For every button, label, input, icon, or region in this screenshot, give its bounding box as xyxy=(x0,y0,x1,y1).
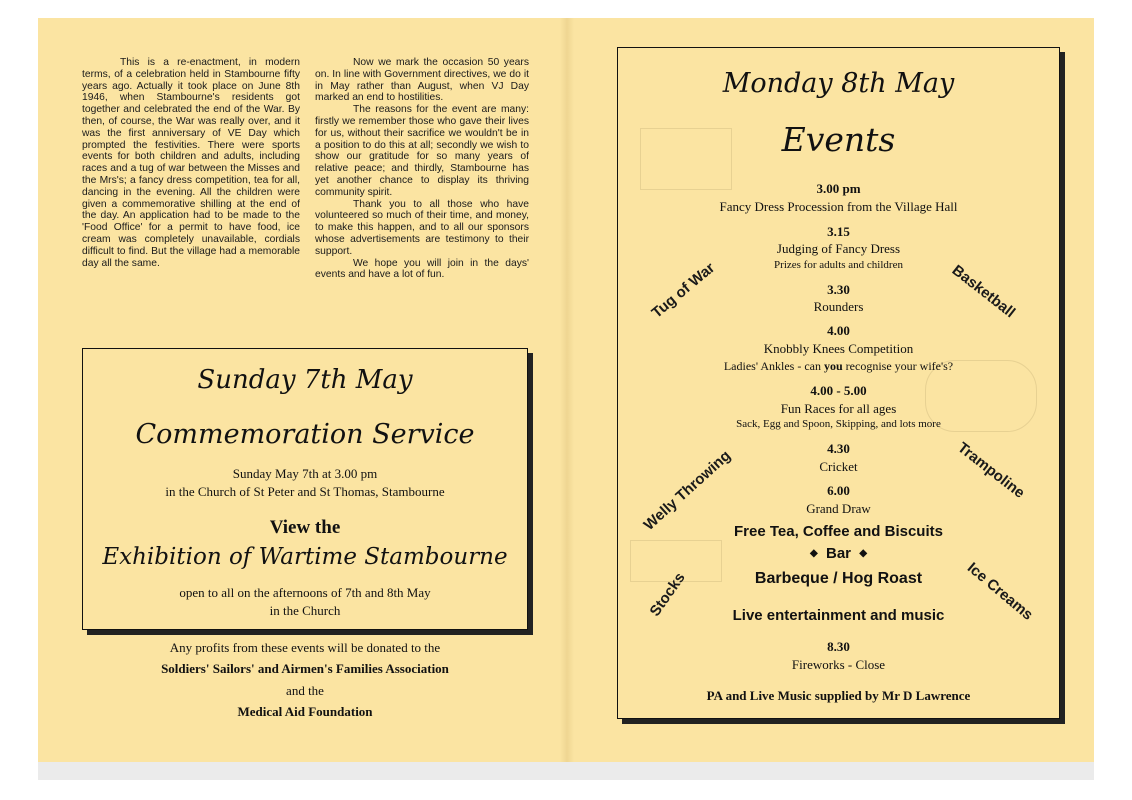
side-label-tug-of-war: Tug of War xyxy=(648,259,719,322)
event-name: Grand Draw xyxy=(806,501,871,516)
events-title: Events xyxy=(781,120,896,159)
page-fold xyxy=(560,18,574,762)
event-note: Prizes for adults and children xyxy=(774,259,903,271)
event-time: 8.30 xyxy=(827,639,850,654)
event-name: Fireworks - Close xyxy=(791,657,886,672)
service-heading: Commemoration Service xyxy=(135,419,475,450)
exhibition-place: in the Church xyxy=(269,603,341,618)
event-time: 4.00 - 5.00 xyxy=(810,383,867,398)
charity-medical-aid: Medical Aid Foundation xyxy=(237,704,373,719)
tea-line: Free Tea, Coffee and Biscuits xyxy=(734,523,943,540)
event-time: 3.30 xyxy=(827,282,850,297)
intro-column-left xyxy=(82,57,300,269)
bar-label: Bar xyxy=(825,545,851,562)
bar-line xyxy=(618,545,1059,562)
event-name: Knobbly Knees Competition xyxy=(763,341,914,356)
side-label-basketball: Basketball xyxy=(948,261,1019,322)
exhibition-heading: Exhibition of Wartime Stambourne xyxy=(102,544,508,570)
footer-credit: PA and Live Music supplied by Mr D Lawrence xyxy=(706,688,971,703)
side-label-trampoline: Trampoline xyxy=(954,439,1028,502)
side-label-welly-throwing: Welly Throwing xyxy=(640,447,735,534)
scan-edge xyxy=(38,762,1094,780)
ankles-pre: Ladies' Ankles - can xyxy=(723,359,824,373)
intro-paragraph: The reasons for the event are many: firstly we remember those who gave their lives for us, without their sacrifice we wouldn't be in a position to do this at all; secondly we wish to show our gratitude for so many years of relative peace; and thirdly, Stambourne has yet another chance to display its thriving community spirit. xyxy=(315,104,529,198)
and-the: and the xyxy=(286,683,324,698)
ankles-you: you xyxy=(823,359,843,373)
event-name: Fancy Dress Procession from the Village Hall xyxy=(719,199,958,214)
event-time: 3.00 pm xyxy=(816,181,861,196)
event-name: Fun Races for all ages xyxy=(780,401,897,416)
view-the-heading: View the xyxy=(269,517,341,538)
diamond-bullet-icon: ◆ xyxy=(859,548,868,559)
event-note: Sack, Egg and Spoon, Skipping, and lots more xyxy=(736,418,941,430)
profits-section xyxy=(82,640,528,730)
side-label-ice-creams: Ice Creams xyxy=(963,559,1037,624)
sunday-box xyxy=(82,348,528,630)
ankles-post: recognise your wife's? xyxy=(842,359,954,373)
ankles-line xyxy=(618,359,1059,374)
side-label-stocks: Stocks xyxy=(646,569,689,620)
service-time: Sunday May 7th at 3.00 pm xyxy=(232,466,378,481)
intro-paragraph: Thank you to all those who have volunteered so much of their time, and money, to make this happen, and to all our sponsors whose advertisements are testimony to their support. xyxy=(315,198,529,257)
event-time: 6.00 xyxy=(827,483,850,498)
charity-ssafa: Soldiers' Sailors' and Airmen's Families Association xyxy=(161,661,449,676)
event-time: 4.00 xyxy=(827,323,850,338)
event-name: Rounders xyxy=(813,299,864,314)
event-name: Judging of Fancy Dress xyxy=(776,241,901,256)
exhibition-open: open to all on the afternoons of 7th and 8th May xyxy=(179,585,431,600)
events-date: Monday 8th May xyxy=(722,68,955,99)
event-time: 4.30 xyxy=(827,441,850,456)
intro-paragraph: Now we mark the occasion 50 years on. In line with Government directives, we do it in May rather than August, when VJ Day marked an end to hostilities. xyxy=(315,57,529,104)
bbq-line: Barbeque / Hog Roast xyxy=(754,570,923,587)
diamond-bullet-icon: ◆ xyxy=(809,548,818,559)
event-time: 3.15 xyxy=(827,224,850,239)
service-place: in the Church of St Peter and St Thomas, Stambourne xyxy=(165,484,445,499)
sunday-heading: Sunday 7th May xyxy=(197,365,413,395)
events-box xyxy=(617,47,1060,719)
music-line: Live entertainment and music xyxy=(732,607,945,624)
intro-column-right xyxy=(315,57,529,281)
intro-paragraph: This is a re-enactment, in modern terms, of a celebration held in Stambourne fifty years ago. Actually it took place on June 8th 1946, when Stambourne's residents got together and celebrated the end of the War. By then, of course, the War was really over, and it was the first anniversary of VE Day which prompted the festivities. There were sports events for both children and adults, including races and a tug of war between the Misses and the Mrs's; a fancy dress competition, tea for all, dancing in the evening. All the children were given a commemorative shilling at the end of the day. An application had to be made to the 'Food Office' for a permit to have food, ice cream was completely unavailable, cordials difficult to find. But the village had a memorable day all the same. xyxy=(82,57,300,269)
event-name: Cricket xyxy=(819,459,858,474)
profits-line: Any profits from these events will be donated to the xyxy=(169,640,441,655)
intro-paragraph: We hope you will join in the days' events and have a lot of fun. xyxy=(315,257,529,281)
